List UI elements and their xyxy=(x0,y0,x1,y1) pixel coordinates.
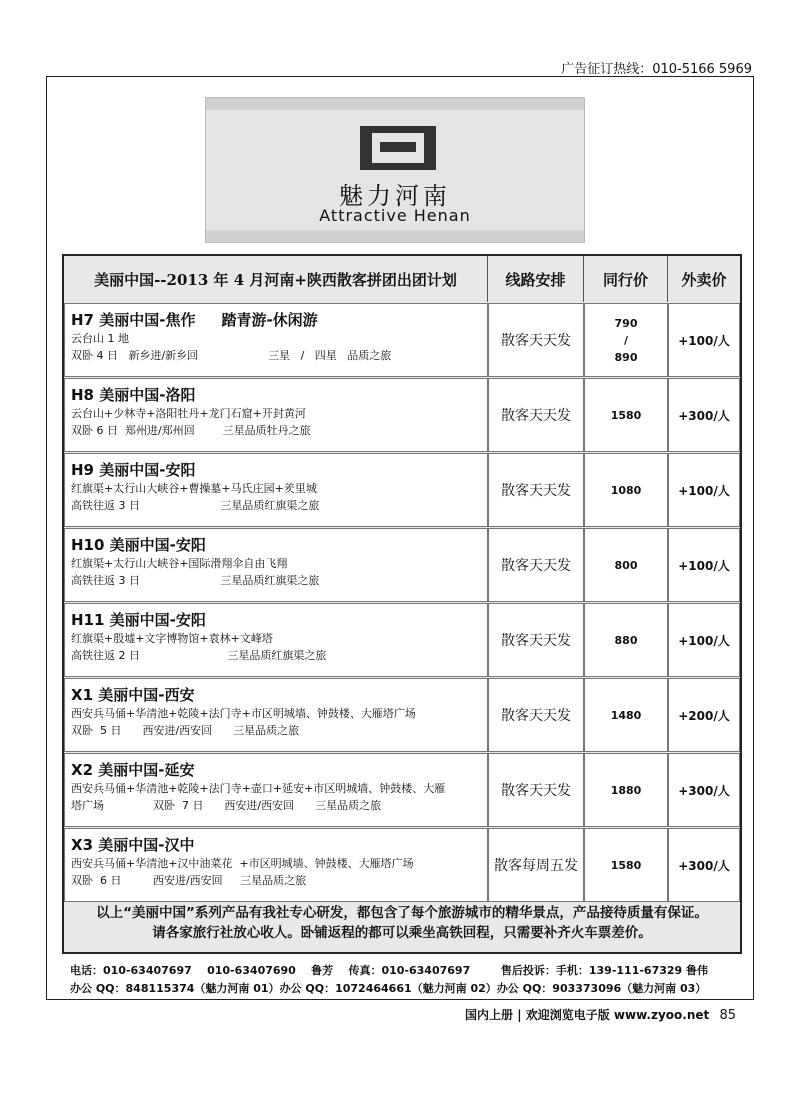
route-detail: 西安兵马俑+华清池+乾陵+法门寺+壶口+延安+市区明城墙、钟鼓楼、大雁 xyxy=(71,782,446,795)
table-row xyxy=(64,603,740,677)
note-line-1: 以上“美丽中国”系列产品有我社专心研发，都包含了每个旅游城市的精华景点，产品接待质量有保证。 xyxy=(96,905,708,921)
trade-price-cell: 1080 xyxy=(584,453,668,527)
table-body xyxy=(64,302,740,902)
route-detail: 双卧 5 日 西安进/西安回 三星品质之旅 xyxy=(71,724,300,737)
schedule-cell: 散客每周五发 xyxy=(488,828,584,902)
retail-price-cell: +300/人 xyxy=(668,828,740,902)
route-cell xyxy=(64,678,488,752)
table-row xyxy=(64,378,740,452)
table-row xyxy=(64,528,740,602)
note-line-2: 请各家旅行社放心收人。卧铺返程的都可以乘坐高铁回程，只需要补齐火车票差价。 xyxy=(152,925,652,941)
table-note xyxy=(64,903,740,943)
route-title: H8 美丽中国-洛阳 xyxy=(71,386,196,404)
route-title: H7 美丽中国-焦作 踏青游-休闲游 xyxy=(71,311,318,329)
route-cell xyxy=(64,528,488,602)
page-number: 85 xyxy=(719,1008,736,1023)
route-cell xyxy=(64,378,488,452)
h-logo-icon xyxy=(360,126,436,170)
route-detail: 西安兵马俑+华清池+乾陵+法门寺+市区明城墙、钟鼓楼、大雁塔广场 xyxy=(71,707,416,720)
retail-price-cell: +100/人 xyxy=(668,603,740,677)
trade-price-cell: 800 xyxy=(584,528,668,602)
table-row xyxy=(64,828,740,902)
logo-banner xyxy=(205,97,585,243)
schedule-cell: 散客天天发 xyxy=(488,678,584,752)
route-detail: 双卧 6 日 郑州进/郑州回 三星品质牡丹之旅 xyxy=(71,424,311,437)
route-detail: 西安兵马俑+华清池+汉中油菜花 +市区明城墙、钟鼓楼、大雁塔广场 xyxy=(71,857,414,870)
ad-hotline: 广告征订热线：010-5166 5969 xyxy=(561,62,752,77)
route-detail: 高铁往返 2 日 三星品质红旗渠之旅 xyxy=(71,649,327,662)
route-detail: 云台山 1 地 xyxy=(71,332,129,345)
header-trade-price: 同行价 xyxy=(584,256,668,302)
retail-price-cell: +200/人 xyxy=(668,678,740,752)
route-detail: 红旗渠+太行山大峡谷+曹操墓+马氏庄园+羑里城 xyxy=(71,482,317,495)
route-title: H9 美丽中国-安阳 xyxy=(71,461,196,479)
route-detail: 双卧 6 日 西安进/西安回 三星品质之旅 xyxy=(71,874,307,887)
route-detail: 红旗渠+殷墟+文字博物馆+袁林+文峰塔 xyxy=(71,632,273,645)
schedule-cell: 散客天天发 xyxy=(488,528,584,602)
header-schedule: 线路安排 xyxy=(488,256,584,302)
header-retail-price: 外卖价 xyxy=(681,270,727,289)
trade-price-cell: 790 / 890 xyxy=(584,303,668,377)
retail-price-cell: +100/人 xyxy=(668,303,740,377)
route-detail: 高铁往返 3 日 三星品质红旗渠之旅 xyxy=(71,574,320,587)
route-detail: 云台山+少林寺+洛阳牡丹+龙门石窟+开封黄河 xyxy=(71,407,306,420)
header-plan: 美丽中国--2013 年 4 月河南+陕西散客拼团出团计划 xyxy=(64,256,488,302)
retail-price-cell: +100/人 xyxy=(668,453,740,527)
trade-price-cell: 1880 xyxy=(584,753,668,827)
trade-price-cell: 1580 xyxy=(584,378,668,452)
route-cell xyxy=(64,753,488,827)
schedule-cell: 散客天天发 xyxy=(488,378,584,452)
table-row xyxy=(64,753,740,827)
route-title: X3 美丽中国-汉中 xyxy=(71,836,195,854)
route-title: H10 美丽中国-安阳 xyxy=(71,536,206,554)
footer-text: 国内上册 | 欢迎浏览电子版 www.zyoo.net xyxy=(465,1008,710,1022)
route-cell xyxy=(64,453,488,527)
route-title: H11 美丽中国-安阳 xyxy=(71,611,206,629)
table-row xyxy=(64,678,740,752)
trade-price-cell: 1580 xyxy=(584,828,668,902)
schedule-cell: 散客天天发 xyxy=(488,753,584,827)
schedule-cell: 散客天天发 xyxy=(488,453,584,527)
route-cell xyxy=(64,303,488,377)
route-cell xyxy=(64,603,488,677)
route-title: X2 美丽中国-延安 xyxy=(71,761,195,779)
logo-chinese: 魅力河南 xyxy=(339,182,451,210)
trade-price-cell: 880 xyxy=(584,603,668,677)
retail-price-cell: +300/人 xyxy=(668,378,740,452)
route-detail: 塔广场 双卧 7 日 西安进/西安回 三星品质之旅 xyxy=(71,799,382,812)
table-row xyxy=(64,453,740,527)
schedule-cell: 散客天天发 xyxy=(488,303,584,377)
table-row xyxy=(64,303,740,377)
route-detail: 双卧 4 日 新乡进/新乡回 三星 / 四星 品质之旅 xyxy=(71,349,392,362)
route-cell xyxy=(64,828,488,902)
retail-price-cell: +100/人 xyxy=(668,528,740,602)
route-detail: 红旗渠+太行山大峡谷+国际滑翔伞自由飞翔 xyxy=(71,557,288,570)
logo-english: Attractive Henan xyxy=(319,206,471,225)
route-title: X1 美丽中国-西安 xyxy=(71,686,195,704)
schedule-cell: 散客天天发 xyxy=(488,603,584,677)
table-header xyxy=(64,256,740,302)
route-detail: 高铁往返 3 日 三星品质红旗渠之旅 xyxy=(71,499,320,512)
retail-price-cell: +300/人 xyxy=(668,753,740,827)
contact-qq: 办公 QQ：848115374（魅力河南 01）办公 QQ：1072464661（魅力河南 02）办公 QQ：903373096（魅力河南 03） xyxy=(70,982,707,995)
footer-bar xyxy=(465,1006,736,1023)
trade-price-cell: 1480 xyxy=(584,678,668,752)
contact-phone: 电话：010-63407697 010-63407690 鲁芳 传真：010-63407697 售后投诉：手机：139-111-67329 鲁伟 xyxy=(70,964,709,977)
tour-table xyxy=(62,254,742,954)
